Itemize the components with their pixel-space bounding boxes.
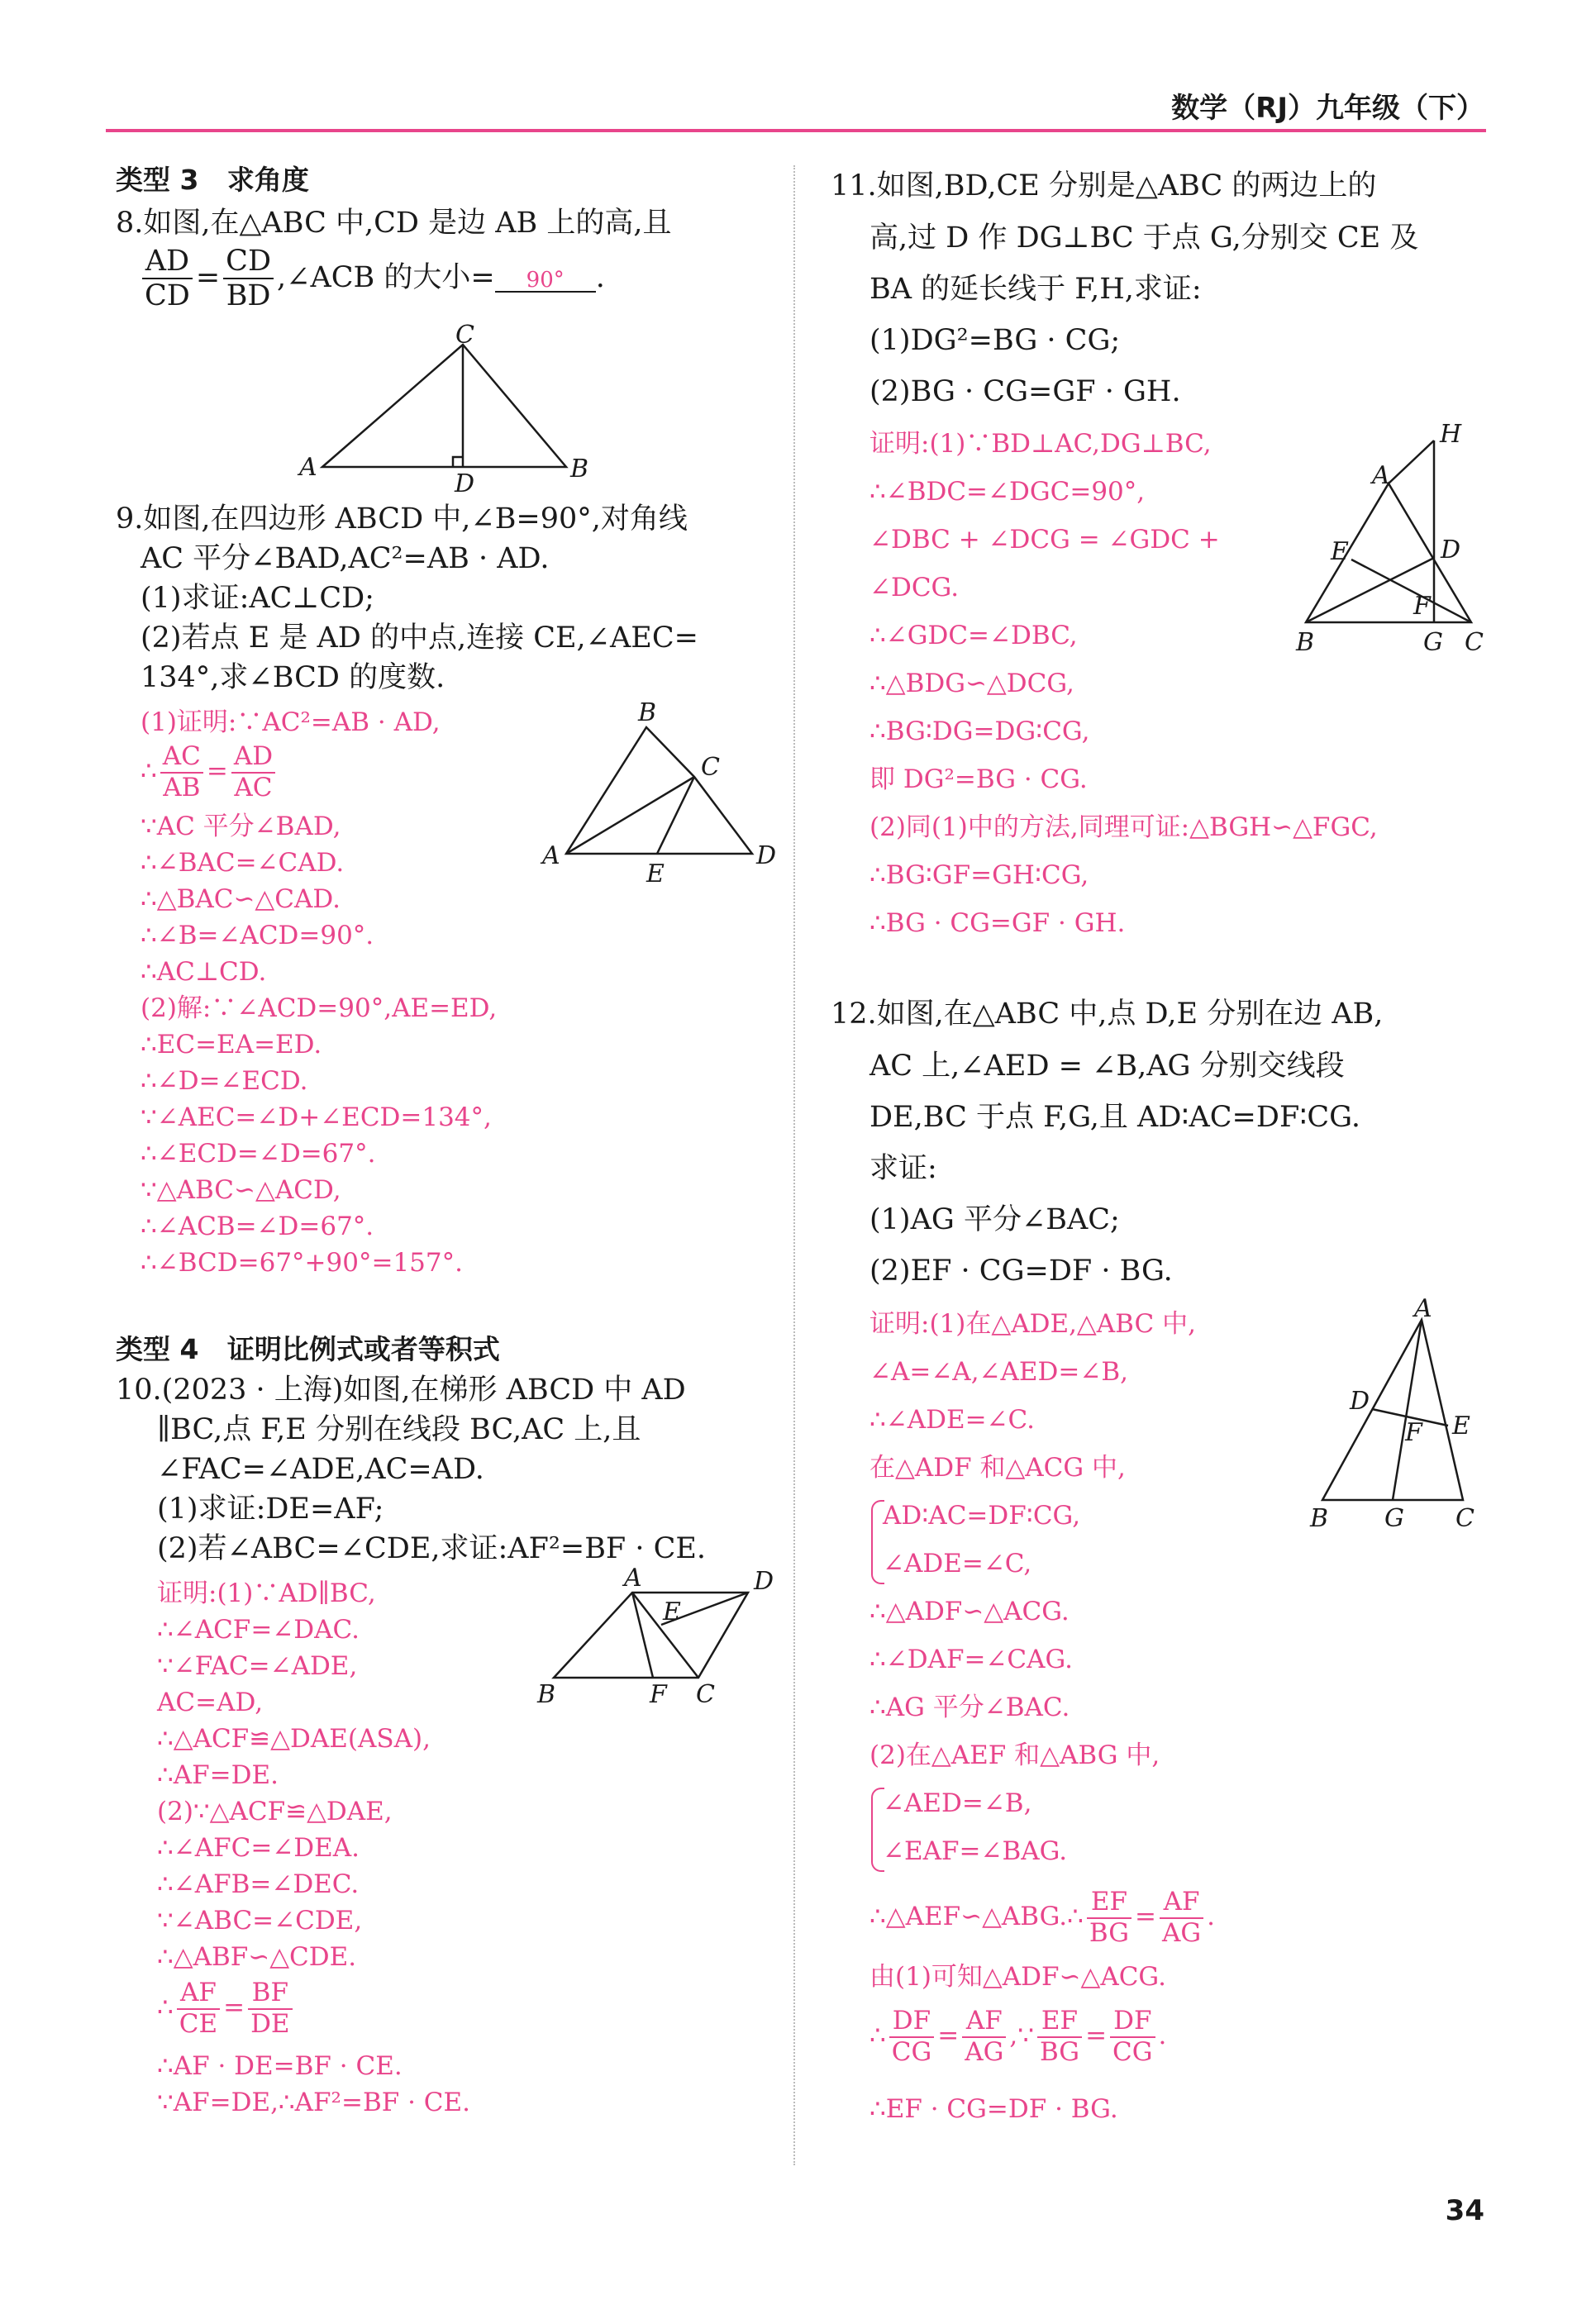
q8-text-after: ,∠ACB 的大小= bbox=[277, 260, 495, 294]
q8-answer: 90° bbox=[495, 269, 596, 293]
q12-figure bbox=[1302, 1294, 1484, 1541]
q10-ans-frac1 bbox=[177, 1979, 220, 2039]
q10-label-d: D bbox=[754, 1567, 774, 1596]
q8-line1: 8.如图,在△ABC 中,CD 是边 AB 上的高,且 bbox=[116, 207, 672, 240]
q10-ans-line: (2)∵△ACF≌△DAE, bbox=[157, 1797, 393, 1826]
q12-ans-line: ∴∠DAF=∠CAG. bbox=[869, 1645, 1074, 1674]
q10-label-f: F bbox=[650, 1680, 667, 1709]
q8-frac1 bbox=[142, 245, 193, 313]
q11-figure bbox=[1289, 417, 1488, 665]
q12-ans-line: ∴△ADF∽△ACG. bbox=[869, 1597, 1070, 1626]
q9-label-b: B bbox=[638, 698, 657, 727]
q9-line2: AC 平分∠BAD,AC²=AB · AD. bbox=[141, 542, 550, 575]
q12-line2: AC 上,∠AED = ∠B,AG 分别交线段 bbox=[869, 1050, 1345, 1083]
q12-line3: DE,BC 于点 F,G,且 AD∶AC=DF∶CG. bbox=[869, 1101, 1360, 1134]
q11-extension-ah bbox=[1389, 440, 1434, 483]
q8-frac1-den: CD bbox=[145, 279, 190, 313]
q11-ans-line: ∴BG · CG=GF · GH. bbox=[869, 908, 1126, 938]
q10-ans-line: ∴AF=DE. bbox=[157, 1760, 279, 1790]
q12-ans-line: 证明:(1)在△ADE,△ABC 中, bbox=[869, 1309, 1196, 1339]
q12-label-c: C bbox=[1455, 1504, 1475, 1533]
q11-ans-line: ∠DCG. bbox=[869, 573, 960, 602]
q9-ans-frac1-den: AB bbox=[163, 772, 201, 802]
q10-ans-frac2-num: BF bbox=[248, 1979, 292, 2010]
q11-ans-line: ∴BG∶DG=DG∶CG, bbox=[869, 717, 1090, 746]
q10-line4: (1)求证:DE=AF; bbox=[157, 1493, 384, 1526]
q10-ans-frac-prefix: ∴ bbox=[157, 1993, 174, 2023]
q12-ans-mid: ,∵ bbox=[1009, 2021, 1034, 2051]
type4-title: 证明比例式或者等积式 bbox=[226, 1333, 500, 1365]
q12-label-d: D bbox=[1350, 1387, 1370, 1416]
q12-ans-sim-frac1 bbox=[1087, 1888, 1131, 1948]
q11-line5: (2)BG · CG=GF · GH. bbox=[869, 375, 1181, 408]
q9-label-d: D bbox=[756, 841, 777, 870]
q11-label-f: F bbox=[1413, 592, 1431, 621]
q10-figure bbox=[537, 1566, 777, 1715]
q12-ans-last: ∴EF · CG=DF · BG. bbox=[869, 2094, 1118, 2124]
q12-label-b: B bbox=[1310, 1504, 1329, 1533]
q11-ans-line: ∠DBC + ∠DCG = ∠GDC + bbox=[869, 525, 1220, 555]
type3-title: 求角度 bbox=[226, 164, 309, 196]
q9-line1: 9.如图,在四边形 ABCD 中,∠B=90°,对角线 bbox=[116, 502, 688, 536]
q8-triangle bbox=[322, 345, 566, 467]
type3-heading bbox=[116, 162, 309, 198]
q10-ans-last: ∴AF · DE=BF · CE. bbox=[157, 2051, 403, 2081]
q12-line6: (2)EF · CG=DF · BG. bbox=[869, 1255, 1173, 1288]
q8-line2: $\frac{AD}{CD}$ = $\frac{CD}{BD}$ ,∠ACB 的大小= 90° . bbox=[139, 245, 605, 313]
q12-ans-known: 由(1)可知△ADF∽△ACG. bbox=[869, 1962, 1166, 1992]
q8-frac1-num: AD bbox=[142, 245, 193, 279]
header-rule bbox=[106, 129, 1486, 132]
q11-line3: BA 的延长线于 F,H,求证: bbox=[869, 273, 1202, 306]
q11-label-h: H bbox=[1440, 420, 1462, 449]
q8-label-b: B bbox=[570, 455, 589, 483]
q12-ans-line: AD∶AC=DF∶CG, bbox=[883, 1501, 1081, 1531]
q10-ans-line: 证明:(1)∵AD∥BC, bbox=[157, 1579, 376, 1608]
q10-ans-frac2-den: DE bbox=[250, 2008, 290, 2039]
q9-figure bbox=[529, 698, 777, 893]
q10-label-b: B bbox=[537, 1680, 556, 1709]
q12-ans-sim-line: ∴△AEF∽△ABG.∴ $\frac{EF}{BG}$ = $\frac{AF}{AG}$ . bbox=[869, 1887, 1216, 1948]
q10-ans-line: ∴∠AFB=∠DEC. bbox=[157, 1869, 360, 1899]
q12-ans-line: ∠AED=∠B, bbox=[883, 1788, 1032, 1818]
q12-line1: 12.如图,在△ABC 中,点 D,E 分别在边 AB, bbox=[831, 998, 1384, 1031]
q10-ans-last: ∵AF=DE,∴AF²=BF · CE. bbox=[157, 2088, 471, 2117]
q12-ans-line: ∠EAF=∠BAG. bbox=[883, 1836, 1068, 1866]
q9-ans-frac-prefix: ∴ bbox=[141, 756, 157, 787]
q10-label-e: E bbox=[663, 1598, 681, 1626]
q10-ans-line: AC=AD, bbox=[157, 1688, 264, 1717]
q9-ans-line: ∴AC⊥CD. bbox=[141, 957, 267, 987]
q11-line4: (1)DG²=BG · CG; bbox=[869, 324, 1121, 357]
q12-line4: 求证: bbox=[869, 1152, 937, 1185]
q11-ans-line: 即 DG²=BG · CG. bbox=[869, 764, 1088, 794]
q11-ans-line: ∴BG∶GF=GH∶CG, bbox=[869, 860, 1089, 890]
q12-ans-frac1-num: DF bbox=[889, 2007, 934, 2038]
q12-ans-frac1 bbox=[889, 2007, 934, 2067]
page-number: 34 bbox=[1445, 2194, 1484, 2227]
q10-ans-line: ∵∠FAC=∠ADE, bbox=[157, 1651, 358, 1681]
q9-ans-line: ∴∠ECD=∠D=67°. bbox=[141, 1139, 376, 1169]
q12-ans-frac4-den: CG bbox=[1112, 2036, 1153, 2067]
q9-ans-line: (2)解:∵∠ACD=90°,AE=ED, bbox=[141, 993, 498, 1023]
q9-ans-line: ∴∠BCD=67°+90°=157°. bbox=[141, 1248, 463, 1278]
q9-ans-first: (1)证明:∵AC²=AB · AD, bbox=[141, 707, 441, 737]
q9-ans-line: ∴EC=EA=ED. bbox=[141, 1030, 322, 1060]
q12-triangle bbox=[1322, 1320, 1463, 1500]
q12-ans-sim-frac2 bbox=[1160, 1888, 1203, 1948]
q11-ans-line: (2)同(1)中的方法,同理可证:△BGH∽△FGC, bbox=[869, 812, 1378, 842]
q9-ans-line: ∵∠AEC=∠D+∠ECD=134°, bbox=[141, 1102, 492, 1132]
page-header-title: 数学（RJ）九年级（下） bbox=[1171, 92, 1484, 125]
q8-figure bbox=[298, 321, 595, 498]
q12-ans-line: ∠A=∠A,∠AED=∠B, bbox=[869, 1357, 1128, 1387]
q12-ans-sim-frac1-num: EF bbox=[1087, 1888, 1131, 1919]
q12-ans-frac2-den: AG bbox=[965, 2036, 1004, 2067]
type4-heading bbox=[116, 1331, 500, 1368]
q12-ans-frac2 bbox=[962, 2007, 1006, 2067]
q8-right-angle bbox=[453, 457, 463, 467]
q11-label-a: A bbox=[1372, 461, 1390, 490]
q9-line3: (1)求证:AC⊥CD; bbox=[141, 582, 374, 615]
q10-ans-frac-line: ∴ $\frac{AF}{CE}$ = $\frac{BF}{DE}$ bbox=[157, 1979, 296, 2039]
q10-label-c: C bbox=[696, 1680, 715, 1709]
q9-quadrilateral bbox=[566, 727, 752, 854]
q9-ans-frac1-num: AC bbox=[160, 742, 203, 774]
type3-label: 类型 3 bbox=[116, 164, 199, 196]
q9-ans-line: ∴∠B=∠ACD=90°. bbox=[141, 921, 374, 950]
q8-frac2 bbox=[223, 245, 274, 313]
q11-label-c: C bbox=[1465, 628, 1484, 657]
q8-frac2-den: BD bbox=[226, 279, 271, 313]
q9-ans-frac-line: ∴ $\frac{AC}{AB}$ = $\frac{AD}{AC}$ bbox=[141, 742, 279, 802]
q11-line1: 11.如图,BD,CE 分别是△ABC 的两边上的 bbox=[831, 169, 1377, 202]
q12-label-a: A bbox=[1414, 1294, 1432, 1323]
q12-ans-sim-text: ∴△AEF∽△ABG.∴ bbox=[869, 1902, 1084, 1932]
q8-label-d: D bbox=[455, 469, 475, 498]
q9-ans-frac1 bbox=[160, 742, 203, 802]
q9-ans-frac2 bbox=[231, 742, 275, 802]
q8-end: . bbox=[595, 260, 605, 294]
q10-ans-line: ∴△ABF∽△CDE. bbox=[157, 1942, 357, 1972]
q9-line5: 134°,求∠BCD 的度数. bbox=[141, 661, 445, 694]
q10-line3: ∠FAC=∠ADE,AC=AD. bbox=[157, 1453, 484, 1486]
q12-ans-sim-frac1-den: BG bbox=[1089, 1917, 1130, 1948]
q12-ans-line: ∠ADE=∠C, bbox=[883, 1549, 1032, 1579]
q11-label-b: B bbox=[1296, 628, 1315, 657]
q11-ans-line: ∴∠BDC=∠DGC=90°, bbox=[869, 477, 1146, 507]
q12-ans-frac2-num: AF bbox=[962, 2007, 1006, 2038]
q12-ans-line: ∴∠ADE=∠C. bbox=[869, 1405, 1035, 1435]
q12-ans-frac4-num: DF bbox=[1110, 2007, 1155, 2038]
q12-label-g: G bbox=[1384, 1504, 1404, 1533]
q12-ans-sim-frac2-num: AF bbox=[1160, 1888, 1203, 1919]
q10-ans-frac1-den: CE bbox=[179, 2008, 218, 2039]
column-divider bbox=[793, 165, 795, 2165]
q9-ans-frac2-num: AD bbox=[231, 742, 275, 774]
q11-label-g: G bbox=[1423, 628, 1443, 657]
q11-label-d: D bbox=[1441, 536, 1461, 564]
q11-ans-line: ∴∠GDC=∠DBC, bbox=[869, 621, 1078, 650]
q9-ans-line: ∵AC 平分∠BAD, bbox=[141, 812, 341, 841]
q9-line4: (2)若点 E 是 AD 的中点,连接 CE,∠AEC= bbox=[141, 621, 698, 655]
q10-line1: 10.(2023 · 上海)如图,在梯形 ABCD 中 AD bbox=[116, 1374, 686, 1407]
q10-ans-frac1-num: AF bbox=[177, 1979, 220, 2010]
q9-ans-line: ∴∠ACB=∠D=67°. bbox=[141, 1212, 374, 1241]
q10-ans-line: ∴∠ACF=∠DAC. bbox=[157, 1615, 360, 1645]
q9-ans-frac2-den: AC bbox=[234, 772, 273, 802]
q10-ans-frac2 bbox=[248, 1979, 292, 2039]
q12-ans-frac3-den: BG bbox=[1039, 2036, 1080, 2067]
q8-frac2-num: CD bbox=[223, 245, 274, 279]
q11-label-e: E bbox=[1331, 537, 1349, 566]
type4-label: 类型 4 bbox=[116, 1333, 199, 1365]
q9-ans-line: ∴△BAC∽△CAD. bbox=[141, 884, 341, 914]
q10-ans-line: ∵∠ABC=∠CDE, bbox=[157, 1906, 363, 1936]
q10-ans-line: ∴∠AFC=∠DEA. bbox=[157, 1833, 360, 1863]
q12-ans-frac-prefix: ∴ bbox=[869, 2021, 886, 2051]
q12-ans-sim-frac2-den: AG bbox=[1162, 1917, 1202, 1948]
q12-ans-frac3 bbox=[1037, 2007, 1082, 2067]
q11-ans-line: 证明:(1)∵BD⊥AC,DG⊥BC, bbox=[869, 429, 1212, 459]
q10-label-a: A bbox=[624, 1564, 642, 1593]
q12-ans-line: 在△ADF 和△ACG 中, bbox=[869, 1453, 1126, 1483]
q11-line2: 高,过 D 作 DG⊥BC 于点 G,分别交 CE 及 bbox=[869, 221, 1419, 255]
q12-ans-line: (2)在△AEF 和△ABG 中, bbox=[869, 1740, 1160, 1770]
q10-line2: ∥BC,点 F,E 分别在线段 BC,AC 上,且 bbox=[157, 1413, 641, 1446]
q9-label-c: C bbox=[701, 753, 720, 782]
q8-label-c: C bbox=[455, 321, 474, 350]
q12-label-f: F bbox=[1405, 1418, 1422, 1447]
q10-ans-line: ∴△ACF≌△DAE(ASA), bbox=[157, 1724, 431, 1754]
q12-ans-frac3-num: EF bbox=[1037, 2007, 1082, 2038]
q9-ans-line: ∵△ABC∽△ACD, bbox=[141, 1175, 341, 1205]
q9-ans-line: ∴∠D=∠ECD. bbox=[141, 1066, 308, 1096]
q12-label-e: E bbox=[1452, 1412, 1470, 1440]
q9-label-e: E bbox=[646, 860, 665, 888]
q12-line5: (1)AG 平分∠BAC; bbox=[869, 1203, 1120, 1236]
q12-ans-frac1-den: CG bbox=[891, 2036, 932, 2067]
q10-line5: (2)若∠ABC=∠CDE,求证:AF²=BF · CE. bbox=[157, 1532, 707, 1565]
q12-ans-line: ∴AG 平分∠BAC. bbox=[869, 1693, 1070, 1722]
q12-ans-frac-line: ∴ $\frac{DF}{CG}$ = $\frac{AF}{AG}$ ,∵ $\frac{EF}{BG}$ = $\frac{DF}{CG}$ . bbox=[869, 2006, 1167, 2067]
q11-ans-line: ∴△BDG∽△DCG, bbox=[869, 669, 1074, 698]
q8-label-a: A bbox=[299, 453, 317, 482]
q9-label-a: A bbox=[542, 841, 560, 870]
q12-ans-frac4 bbox=[1110, 2007, 1155, 2067]
q9-ans-line: ∴∠BAC=∠CAD. bbox=[141, 848, 345, 878]
